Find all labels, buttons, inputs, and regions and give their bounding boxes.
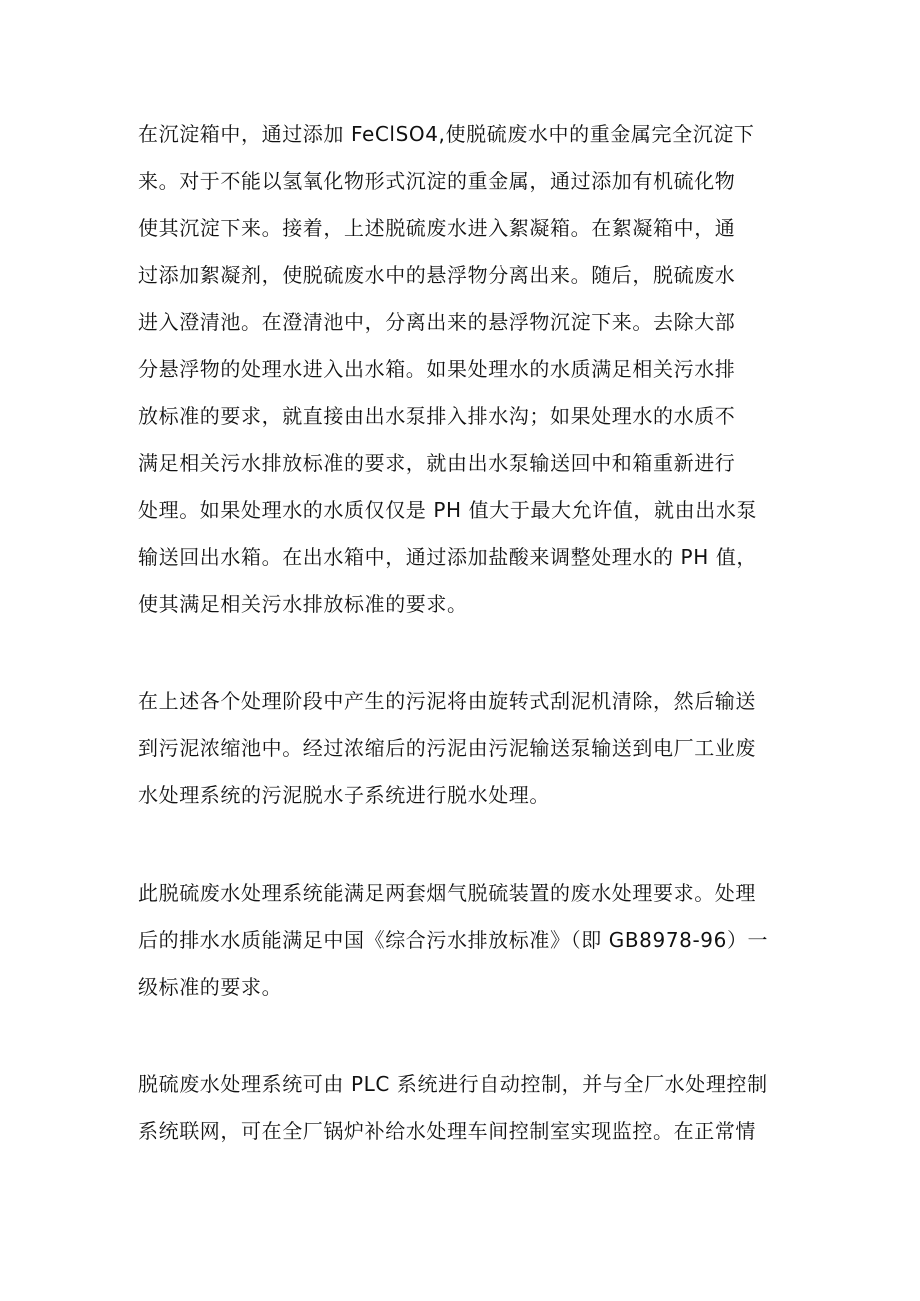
text-line: 此脱硫废水处理系统能满足两套烟气脱硫装置的废水处理要求。处理: [138, 881, 756, 905]
text-line: 脱硫废水处理系统可由 PLC 系统进行自动控制，并与全厂水处理控制: [138, 1072, 768, 1096]
text-line: 进入澄清池。在澄清池中，分离出来的悬浮物沉淀下来。去除大部: [138, 310, 736, 334]
text-line: 输送回出水箱。在出水箱中，通过添加盐酸来调整处理水的 PH 值，: [138, 545, 758, 569]
text-line: 来。对于不能以氢氧化物形式沉淀的重金属，通过添加有机硫化物: [138, 169, 736, 193]
text-line: 满足相关污水排放标准的要求，就由出水泵输送回中和箱重新进行: [138, 451, 736, 475]
text-line: 到污泥浓缩池中。经过浓缩后的污泥由污泥输送泵输送到电厂工业废: [138, 736, 756, 760]
text-line: 系统联网，可在全厂锅炉补给水处理车间控制室实现监控。在正常情: [138, 1119, 756, 1143]
text-line: 在上述各个处理阶段中产生的污泥将由旋转式刮泥机清除，然后输送: [138, 689, 756, 713]
text-line: 使其沉淀下来。接着，上述脱硫废水进入絮凝箱。在絮凝箱中，通: [138, 216, 736, 240]
text-line: 在沉淀箱中，通过添加 FeClSO4,使脱硫废水中的重金属完全沉淀下: [138, 122, 755, 146]
text-line: 使其满足相关污水排放标准的要求。: [138, 592, 468, 616]
text-line: 处理。如果处理水的水质仅仅是 PH 值大于最大允许值，就由出水泵: [138, 498, 758, 522]
text-line: 级标准的要求。: [138, 975, 283, 999]
paragraph-control-system: [138, 1061, 798, 1155]
text-line: 分悬浮物的处理水进入出水箱。如果处理水的水质满足相关污水排: [138, 357, 736, 381]
text-line: 后的排水水质能满足中国《综合污水排放标准》（即 GB8978-96）一: [138, 928, 769, 952]
text-line: 过添加絮凝剂，使脱硫废水中的悬浮物分离出来。随后，脱硫废水: [138, 263, 736, 287]
text-line: 放标准的要求，就直接由出水泵排入排水沟；如果处理水的水质不: [138, 404, 736, 428]
paragraph-discharge-standard: [138, 870, 798, 1011]
paragraph-treatment-process: [138, 111, 798, 628]
text-line: 水处理系统的污泥脱水子系统进行脱水处理。: [138, 783, 550, 807]
paragraph-sludge-handling: [138, 678, 798, 819]
